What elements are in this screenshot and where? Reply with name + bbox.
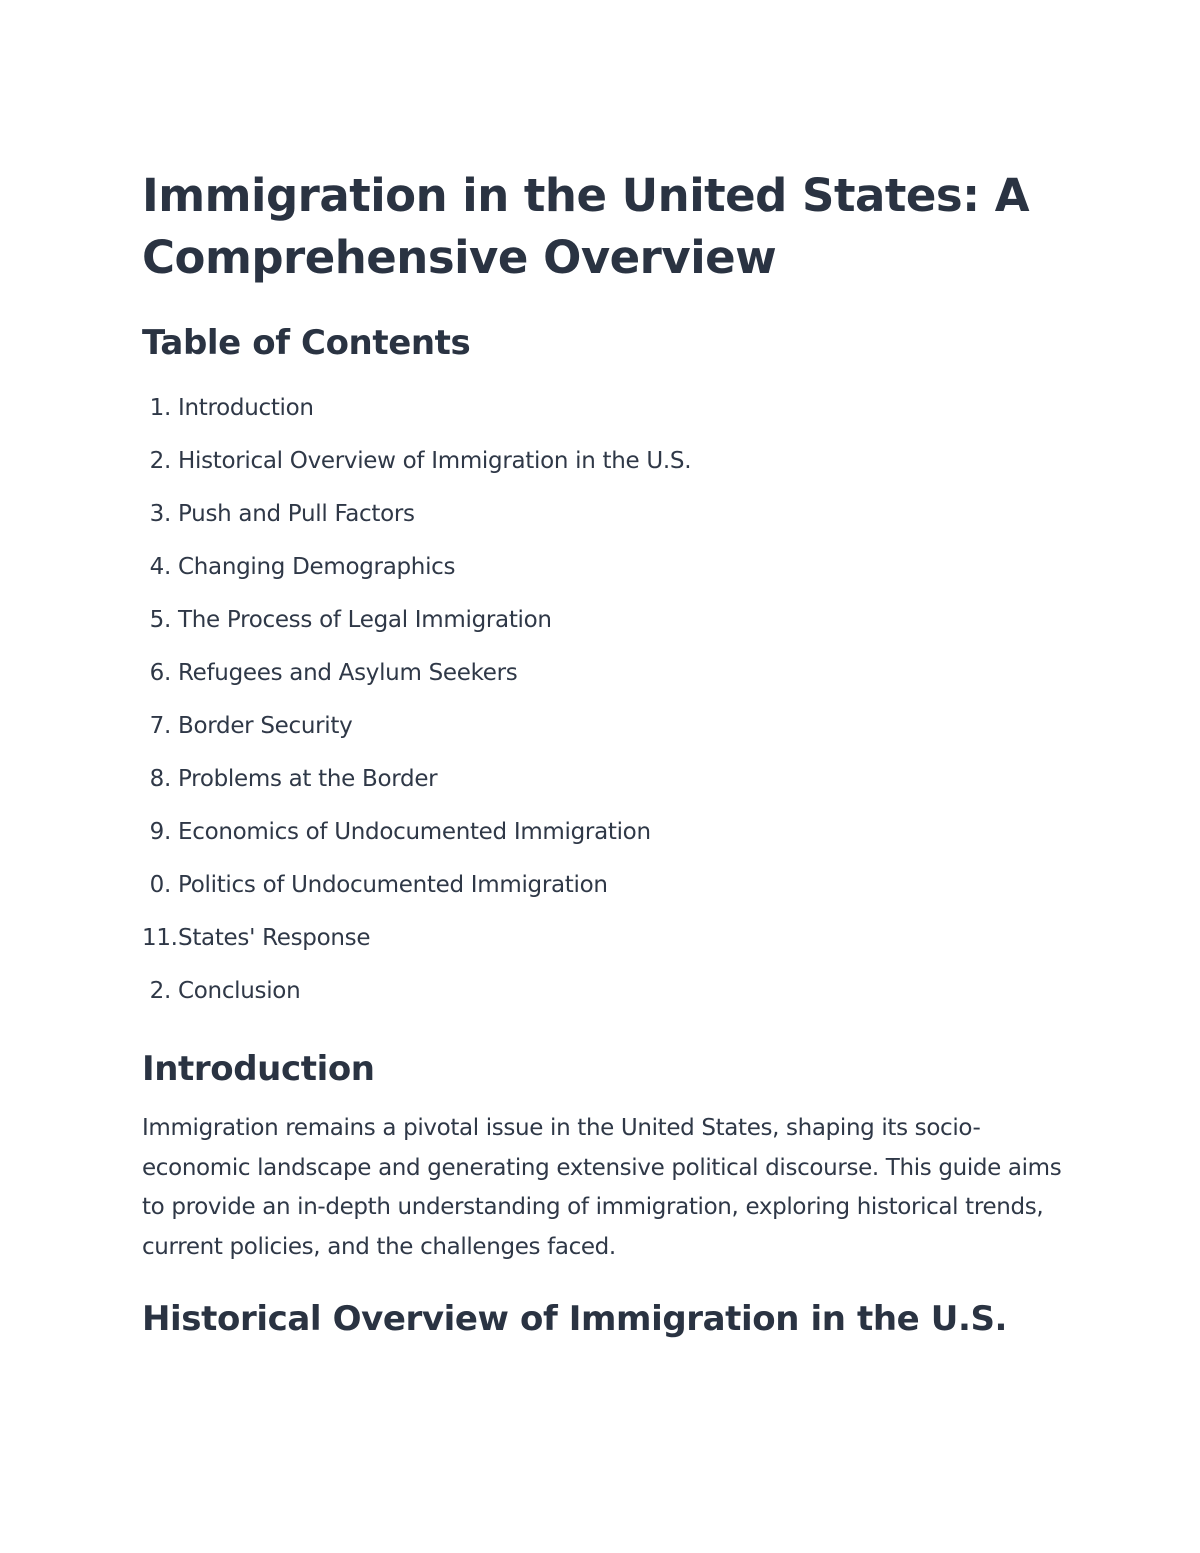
toc-item-number: 3.	[149, 501, 171, 527]
document-page	[142, 165, 1062, 1342]
introduction-heading: Introduction	[142, 1049, 375, 1089]
toc-item-number: 8.	[149, 766, 171, 792]
toc-item-legal-immigration	[142, 600, 1062, 653]
toc-item-label: States' Response	[178, 925, 371, 951]
historical-overview-heading: Historical Overview of Immigration in the U.S.	[142, 1299, 1008, 1339]
toc-item-states-response	[142, 918, 1062, 971]
toc-item-border-problems	[142, 759, 1062, 812]
toc-item-number: 7.	[149, 713, 171, 739]
toc-item-politics	[142, 865, 1062, 918]
toc-item-number: 6.	[149, 660, 171, 686]
toc-item-label: Politics of Undocumented Immigration	[178, 872, 608, 898]
toc-item-label: Economics of Undocumented Immigration	[178, 819, 651, 845]
table-of-contents	[142, 388, 1062, 1024]
toc-item-number: 1.	[149, 395, 171, 421]
toc-item-historical-overview	[142, 441, 1062, 494]
toc-item-label: Changing Demographics	[178, 554, 456, 580]
toc-item-label: Historical Overview of Immigration in the U.S.	[178, 448, 692, 474]
toc-item-number: 4.	[149, 554, 171, 580]
toc-item-border-security	[142, 706, 1062, 759]
toc-item-push-pull	[142, 494, 1062, 547]
toc-item-conclusion	[142, 971, 1062, 1024]
toc-item-introduction	[142, 388, 1062, 441]
toc-item-label: Push and Pull Factors	[178, 501, 415, 527]
toc-item-label: Refugees and Asylum Seekers	[178, 660, 518, 686]
toc-item-label: Border Security	[178, 713, 353, 739]
toc-item-label: The Process of Legal Immigration	[178, 607, 552, 633]
toc-item-number: 2.	[149, 978, 171, 1004]
toc-item-economics	[142, 812, 1062, 865]
toc-item-number: 0.	[149, 872, 171, 898]
toc-item-label: Conclusion	[178, 978, 301, 1004]
toc-item-label: Problems at the Border	[178, 766, 438, 792]
toc-item-number: 9.	[149, 819, 171, 845]
introduction-paragraph: Immigration remains a pivotal issue in the United States, shaping its socio-economic landscape and generating extensive political discourse. This guide aims to provide an in-depth understanding of immigration, exploring historical trends, current policies, and the challenges faced.	[142, 1115, 1062, 1260]
toc-heading: Table of Contents	[142, 323, 471, 363]
toc-item-number: 11.	[142, 925, 178, 951]
document-title: Immigration in the United States: A Comprehensive Overview	[142, 169, 1030, 284]
toc-item-refugees	[142, 653, 1062, 706]
toc-item-label: Introduction	[178, 395, 314, 421]
toc-item-demographics	[142, 547, 1062, 600]
toc-item-number: 5.	[149, 607, 171, 633]
toc-item-number: 2.	[149, 448, 171, 474]
